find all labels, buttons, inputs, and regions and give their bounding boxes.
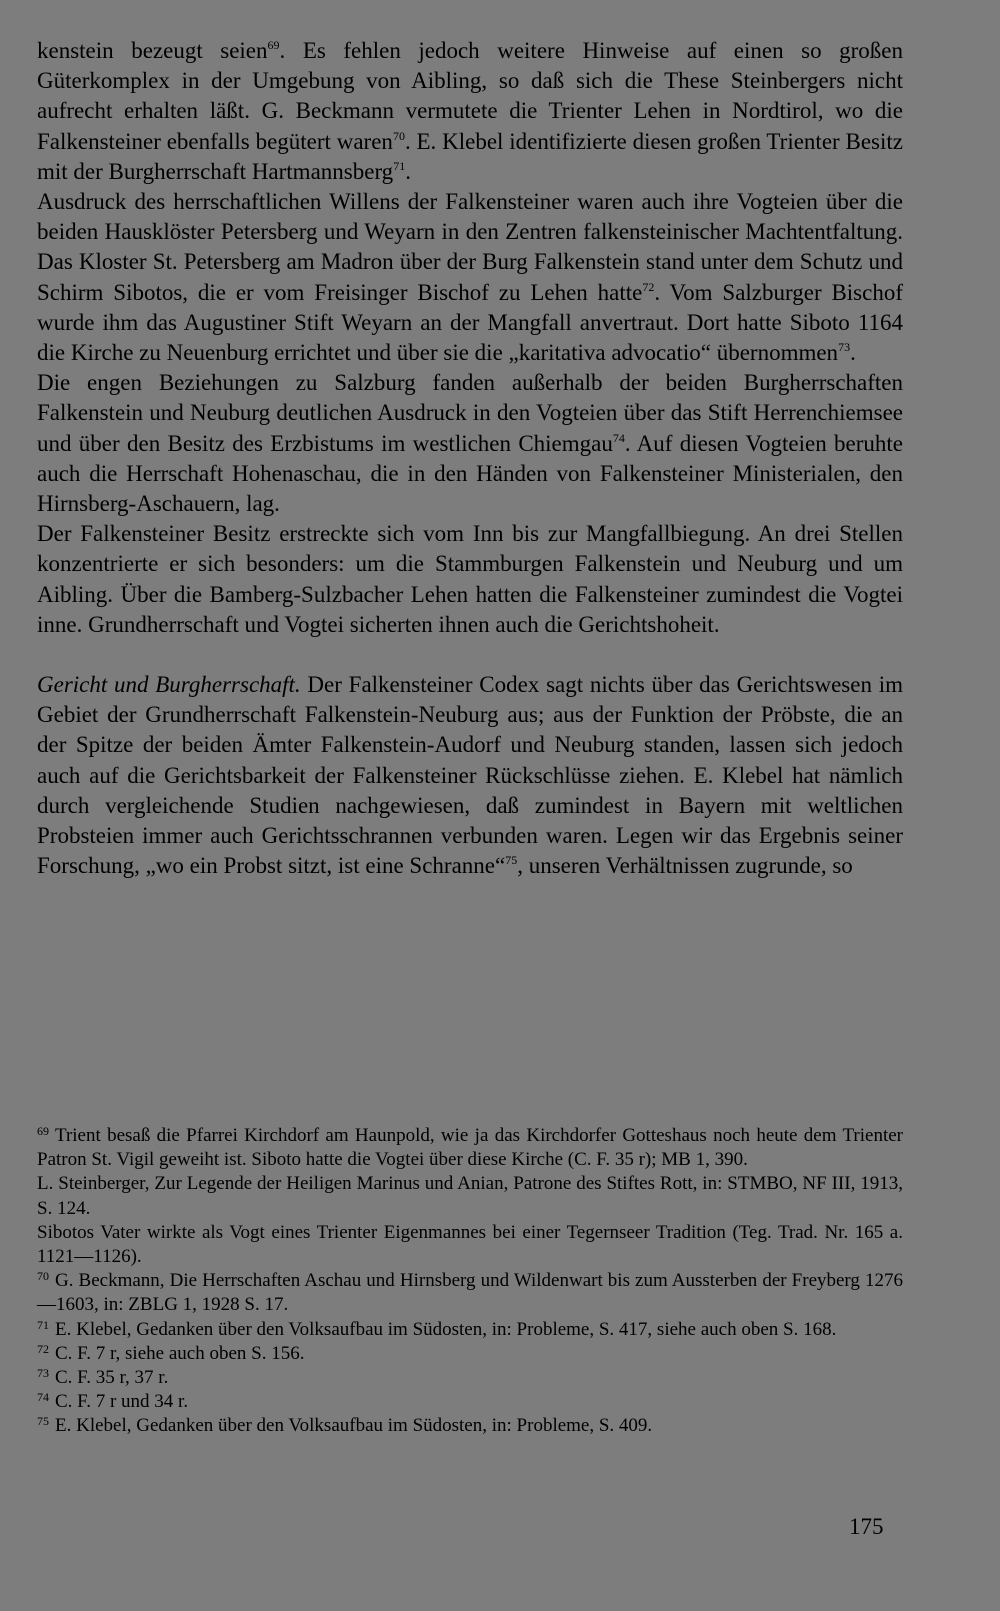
main-text — [37, 36, 903, 881]
text-run: . Es fehlen jedoch weitere Hinweise auf einen so großen Güterkomplex in der Umgebung von Aibling, so daß sich die These Steinbergers nicht aufrecht erhalten läßt. G. Beckmann vermutete die Trienter Lehen in Nordtirol, wo die Falkensteiner ebenfalls begütert waren — [37, 38, 903, 154]
footnote-text: Sibotos Vater wirkte als Vogt eines Trienter Eigenmannes bei einer Tegernseer Tradition (Teg. Trad. Nr. 165 a. 1121—1126). — [37, 1221, 903, 1268]
paragraph-4: Der Falkensteiner Besitz erstreckte sich vom Inn bis zur Mangfallbiegung. An drei Stellen konzentrierte er sich besonders: um die Stammburgen Falkenstein und Neuburg und um Aibling. Über die Bamberg-Sulzbacher Lehen hatten die Falkensteiner zumindest die Vogtei inne. Grundherrschaft und Vogtei sicherten ihnen auch die Gerichtshoheit. — [37, 521, 903, 637]
footnote-text: C. F. 7 r und 34 r. — [55, 1391, 189, 1413]
footnote-ref: 72 — [642, 279, 655, 294]
text-run: Der Falkensteiner Codex sagt nichts über das Gerichtswesen im Gebiet der Grundherrschaft Falkenstein-Neuburg aus; aus der Funktion der Pröbste, die an der Spitze der beiden Ämter Falkenstein-Audorf und Neuburg standen, lassen sich jedoch auch auf die Gerichtsbarkeit der Falkensteiner Rückschlüsse ziehen. E. Klebel hat nämlich durch vergleichende Studien nachgewiesen, daß zumindest in Bayern mit weltlichen Probsteien immer auch Gerichtsschrannen verbunden waren. Legen wir das Ergebnis seiner Forschung, „wo ein Probst sitzt, ist eine Schranne“ — [37, 672, 903, 879]
text-run: . Vom Salzburger Bischof wurde ihm das Augustiner Stift Weyarn an der Mangfall anvertraut. Dort hatte Siboto 1164 die Kirche zu Neuenburg errichtet und über sie die „karitativa advocatio“ übernommen — [37, 279, 904, 366]
text-run: . — [405, 158, 411, 184]
footnote-text: C. F. 7 r, siehe auch oben S. 156. — [55, 1342, 305, 1364]
footnote-text: C. F. 35 r, 37 r. — [55, 1367, 169, 1389]
text-run: . E. Klebel identifizierte diesen großen Trienter Besitz mit der Burgherrschaft Hartmannsberg — [37, 128, 903, 184]
footnote — [37, 1390, 903, 1414]
footnote — [37, 1221, 903, 1269]
footnote — [37, 1269, 903, 1317]
section-gap — [37, 640, 903, 670]
footnote-number: 70 — [37, 1269, 49, 1284]
footnote-text: L. Steinberger, Zur Legende der Heiligen Marinus und Anian, Patrone des Stiftes Rott, in: STMBO, NF III, 1913, S. 124. — [37, 1173, 903, 1219]
section-heading: Gericht und Burgherrschaft. — [37, 672, 301, 698]
footnote-ref: 70 — [392, 128, 405, 143]
footnote-text: E. Klebel, Gedanken über den Volksaufbau im Südosten, in: Probleme, S. 417, siehe auch oben S. 168. — [55, 1318, 837, 1340]
footnote-number: 74 — [37, 1390, 49, 1405]
text-run: Ausdruck des herrschaftlichen Willens der Falkensteiner waren auch ihre Vogteien über die beiden Hausklöster Petersberg und Weyarn in den Zentren falkensteinischer Machtentfaltung. Das Kloster St. Petersberg am Madron über der Burg Falkenstein stand unter dem Schutz und Schirm Sibotos, die er vom Freisinger Bischof zu Lehen hatte — [37, 189, 903, 305]
footnote — [37, 1342, 903, 1366]
paragraph-3 — [37, 368, 903, 519]
footnote-ref: 75 — [505, 853, 518, 868]
footnote-ref: 71 — [393, 158, 406, 173]
footnote-ref: 73 — [838, 340, 851, 355]
page-number: 175 — [849, 1514, 884, 1539]
footnote — [37, 1318, 903, 1342]
paragraph-1 — [37, 36, 903, 187]
footnote — [37, 1414, 903, 1438]
text-run: Die engen Beziehungen zu Salzburg fanden außerhalb der beiden Burgherrschaften Falkenstein und Neuburg deutlichen Ausdruck in den Vogteien über das Stift Herrenchiemsee und über den Besitz des Erzbistums im westlichen Chiemgau — [37, 370, 903, 456]
footnote-ref: 74 — [612, 430, 625, 445]
footnote-ref: 69 — [267, 38, 280, 52]
footnote-number: 75 — [37, 1414, 49, 1429]
paragraph-5 — [37, 670, 903, 881]
text-run: . — [850, 340, 856, 366]
footnote — [37, 1366, 903, 1390]
text-run: kenstein bezeugt seien — [37, 38, 268, 63]
footnote-text: G. Beckmann, Die Herrschaften Aschau und Hirnsberg und Wildenwart bis zum Aussterben der Freyberg 1276—1603, in: ZBLG 1, 1928 S. 17. — [37, 1270, 903, 1316]
footnote — [37, 1172, 903, 1220]
footnote-number: 72 — [37, 1341, 49, 1356]
paragraph-2 — [37, 187, 903, 368]
footnote-number: 69 — [37, 1124, 49, 1138]
text-run: , unseren Verhältnissen zugrunde, so — [517, 853, 853, 879]
footnote-text: Trient besaß die Pfarrei Kirchdorf am Haunpold, wie ja das Kirchdorfer Gotteshaus noch heute dem Trienter Patron St. Vigil geweiht ist. Siboto hatte die Vogtei über diese Kirche (C. F. 35 r); MB 1, 390. — [37, 1125, 903, 1171]
footnotes — [37, 1124, 903, 1439]
footnote-text: E. Klebel, Gedanken über den Volksaufbau im Südosten, in: Probleme, S. 409. — [55, 1415, 653, 1437]
footnote-number: 73 — [37, 1366, 49, 1381]
footnote-number: 71 — [37, 1317, 49, 1332]
text-run: . Auf diesen Vogteien beruhte auch die Herrschaft Hohenaschau, die in den Händen von Falkensteiner Ministerialen, den Hirnsberg-Aschauern, lag. — [37, 430, 903, 517]
footnote — [37, 1124, 903, 1172]
